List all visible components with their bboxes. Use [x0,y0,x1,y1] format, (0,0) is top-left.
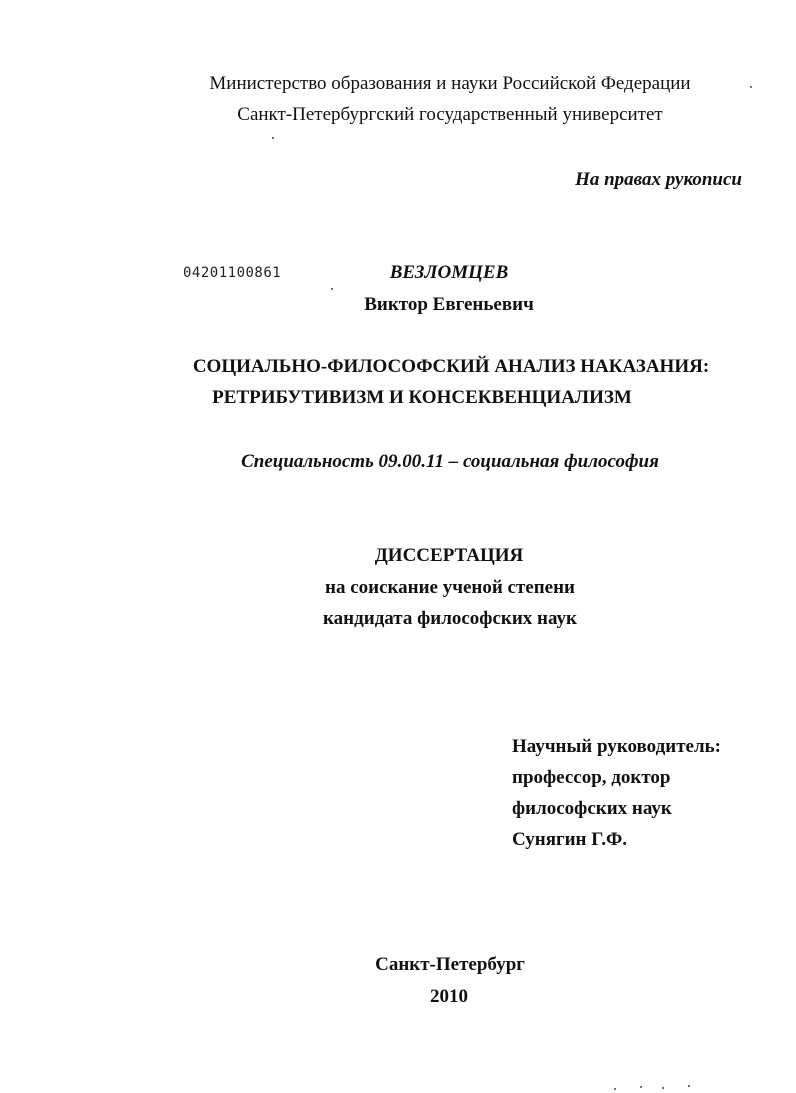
scan-speck [272,137,274,139]
footer-year: 2010 [430,986,468,1007]
title-line-1: СОЦИАЛЬНО-ФИЛОСОФСКИЙ АНАЛИЗ НАКАЗАНИЯ: [192,356,710,377]
supervisor-title-2: философских наук [512,798,672,819]
work-type-line-1: на соискание ученой степени [324,577,576,598]
scan-speck [688,1085,690,1087]
scan-speck [331,288,333,290]
scan-speck [640,1086,642,1088]
author-given-names: Виктор Евгеньевич [364,294,534,315]
title-line-2: РЕТРИБУТИВИЗМ И КОНСЕКВЕНЦИАЛИЗМ [212,387,632,408]
work-type-line-2: кандидата философских наук [323,608,577,629]
supervisor-title-1: профессор, доктор [512,767,671,788]
specialty-line: Специальность 09.00.11 – социальная философия [241,451,659,472]
scan-speck [614,1088,616,1090]
author-surname: ВЕЗЛОМЦЕВ [389,262,509,283]
manuscript-note: На правах рукописи [575,169,742,190]
ministry-line: Министерство образования и науки Российской Федерации [209,73,691,94]
footer-city: Санкт-Петербург [375,954,525,975]
supervisor-label: Научный руководитель: [512,736,721,757]
scan-speck [750,86,752,88]
university-line: Санкт-Петербургский государственный университет [237,104,663,125]
scan-speck [662,1087,664,1089]
supervisor-name: Сунягин Г.Ф. [512,829,628,850]
work-type-heading: ДИССЕРТАЦИЯ [374,545,524,566]
catalog-number-stamp: 04201100861 [183,265,282,281]
